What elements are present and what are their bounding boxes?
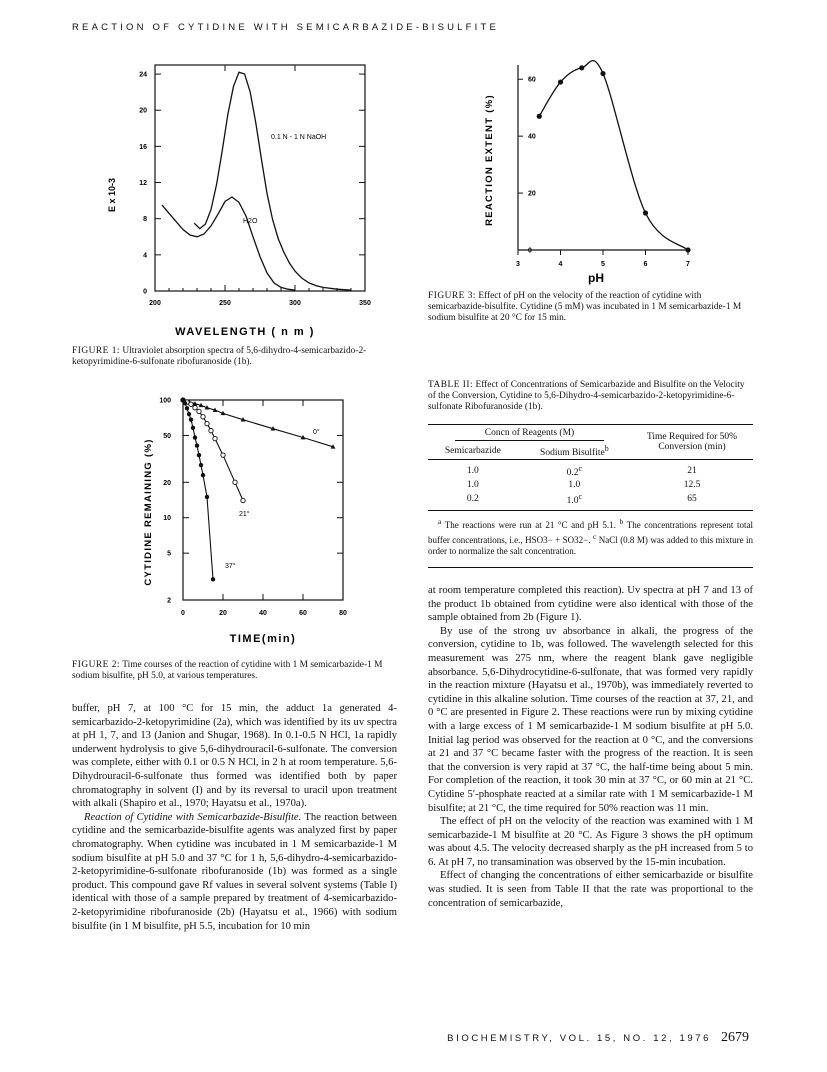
fig2-xtick-label: 60 xyxy=(299,610,307,617)
figure-2-chart xyxy=(135,392,365,650)
fig3-point xyxy=(600,71,605,76)
table-row: 0.2 1.0$^c$ 65 xyxy=(466,492,697,507)
fig2-point-21c xyxy=(233,480,237,484)
left-column-text xyxy=(72,702,397,933)
fig2-point-21c xyxy=(209,428,213,432)
fig2-ytick-label: 10 xyxy=(163,515,171,523)
journal-citation: BIOCHEMISTRY, VOL. 15, NO. 12, 1976 xyxy=(447,1033,711,1044)
fig2-caption-text: Time courses of the reaction of cytidine with 1 M semicarbazide-1 M sodium bisulfite, pH 5.0, at various temperatures. xyxy=(72,660,383,682)
fig2-point-37c xyxy=(185,406,189,410)
table-2-title xyxy=(428,380,753,414)
fig1-ytick-label: 0 xyxy=(143,288,147,296)
table-row: 1.0 1.0 12.5 xyxy=(466,480,701,491)
fig2-point-37c xyxy=(201,473,205,477)
table2-header-semicarbazide: Semicarbazide xyxy=(444,446,501,457)
section-heading: Reaction of Cytidine with Semicarbazide-Bisulfite. xyxy=(84,811,302,823)
fig2-ytick-label: 100 xyxy=(159,397,171,405)
fig2-xlabel: TIME(min) xyxy=(229,633,297,645)
fig2-xtick-label: 40 xyxy=(259,610,267,617)
page-number: 2679 xyxy=(721,1030,749,1045)
fig3-ytick-label: 60 xyxy=(528,76,536,84)
fig1-ytick-label: 16 xyxy=(139,143,147,151)
fig2-point-37c xyxy=(189,418,193,422)
fig3-xtick-label: 5 xyxy=(601,261,605,268)
fig3-xtick-label: 3 xyxy=(516,261,520,268)
right-paragraph-3: The effect of pH on the velocity of the reaction was examined with 1 M semicarbazide-1 M bisulfite at 20 °C. As Figure 3 shows the pH optimum was about 4.5. The velocity decreased sharply as the pH increased from 5 to 6. At pH 7, no transamination was observed by the 15-min incubation. xyxy=(428,816,753,868)
fig2-point-37c xyxy=(205,495,209,499)
fig2-point-37c xyxy=(187,412,191,416)
fig3-ytick-label: 40 xyxy=(528,133,536,141)
figure-3-caption xyxy=(428,291,753,325)
fig2-label-37: 37° xyxy=(225,563,236,570)
fig2-point-37c xyxy=(193,435,197,439)
fig2-point-37c xyxy=(197,453,201,457)
fig1-ytick-label: 4 xyxy=(143,252,147,260)
fig2-point-21c xyxy=(221,453,225,457)
fig2-point-21c xyxy=(213,436,217,440)
fig3-xtick-label: 6 xyxy=(643,261,648,268)
fig3-xlabel: pH xyxy=(588,271,604,285)
fig1-ytick-label: 12 xyxy=(139,180,147,188)
fig1-h2o-curve xyxy=(162,197,295,290)
fig3-xtick-label: 7 xyxy=(686,261,690,268)
fig2-ytick-label: 50 xyxy=(163,432,171,440)
fig2-point-21c xyxy=(189,402,193,406)
fig1-ytick-label: 8 xyxy=(143,216,147,224)
fig3-point xyxy=(643,210,648,215)
fig1-xtick-label: 300 xyxy=(289,300,301,307)
fig3-ytick-label: 0 xyxy=(528,247,532,255)
fig2-point-37c xyxy=(211,577,215,581)
fig3-curve xyxy=(539,61,688,250)
right-paragraph-2: By use of the strong uv absorbance in alkali, the progress of the conversion, cytidine to 1b, was followed. The wavelength selected for this measurement was 275 nm, where the reagent blank gave negligible absorbance. 5,6-Dihydrocytidine-6-sulfonate, that was formed very rapidly in the reaction mixture (Hayatsu et al., 1970b), was immediately reverted to cytidine in this alkaline solution. Time courses of the reaction at 37, 21, and 0 °C are presented in Figure 2. These reactions were run by mixing cytidine with a large excess of 1 M semicarbazide-1 M sodium bisulfite at pH 5.0. Initial lag period was observed for the reaction at 0 °C, and the conversions at 21 and 37 °C became faster with the progress of the reaction. It is seen that the conversion is very rapid at 37 °C, the half-time being about 5 min. For completion of the reaction, it took 30 min at 37 °C, or 60 min at 21 °C. Cytidine 5′-phosphate reacted at a similar rate with 1 M semicarbazide-1 M bisulfite; at 21 °C, the time required for 50% reaction was 11 min. xyxy=(428,625,753,814)
fig3-point xyxy=(558,79,563,84)
figure-2-caption xyxy=(72,660,397,682)
fig3-point xyxy=(537,114,542,119)
fig1-caption-text: Ultraviolet absorption spectra of 5,6-dihydro-4-semicarbazido-2-ketopyrimidine-6-sulfonate ribofuranoside (1b). xyxy=(72,346,367,368)
fig3-ytick-label: 20 xyxy=(528,190,536,198)
fig1-naoh-curve xyxy=(194,72,351,290)
figure-1-caption xyxy=(72,346,397,368)
fig1-ytick-label: 24 xyxy=(139,71,147,79)
fig1-ylabel: E x 10-3 xyxy=(107,177,117,213)
fig2-ylabel: CYTIDINE REMAINING (%) xyxy=(143,438,154,586)
table2-footnotes: $^a$ The reactions were run at 21 °C and pH 5.1. $^b$ The concentrations represent total buffer concentrations, i.e., HSO3− + SO32−. $^c$ NaCl (0.8 M) was added to this mixture in order to normalize the salt concentration. xyxy=(428,517,754,557)
fig1-xlabel: WAVELENGTH ( n m ) xyxy=(175,326,315,338)
fig1-ytick-label: 20 xyxy=(139,107,147,115)
fig2-point-37c xyxy=(195,443,199,447)
fig2-point-21c xyxy=(205,421,209,425)
fig2-series-line xyxy=(183,400,243,501)
table2-title-text: Effect of Concentrations of Semicarbazide and Bisulfite on the Velocity of the Conversion, Cytidine to 5,6-Dihydro-4-semicarbazido-2-ketopyrimidine-6-sulfonate Ribofuranoside (1b). xyxy=(428,380,745,413)
right-paragraph-4: Effect of changing the concentrations of either semicarbazide or bisulfite was studied. It is seen from Table II that the rate was proportional to the concentration of semicarbazide, xyxy=(428,870,753,909)
table-2 xyxy=(428,420,753,568)
fig2-xtick-label: 0 xyxy=(181,610,185,617)
fig2-label-21: 21° xyxy=(239,511,250,518)
right-paragraph-1: at room temperature completed this reaction). Uv spectra at pH 7 and 13 of the product 1b obtained from cytidine were also identical with those of the sample obtained from 2b (Figure 1). xyxy=(428,585,753,624)
table2-grid xyxy=(428,425,753,510)
fig2-point-37c xyxy=(191,426,195,430)
fig3-xtick-label: 4 xyxy=(558,261,563,268)
fig2-ytick-label: 2 xyxy=(167,597,171,605)
fig3-point xyxy=(685,247,690,252)
table2-title-label: TABLE II: xyxy=(428,380,474,390)
fig1-h2o-label: H2O xyxy=(243,218,258,225)
figure-3-chart xyxy=(478,60,698,286)
fig1-caption-label: FIGURE 1: xyxy=(72,346,120,356)
table2-header-bisulfite: Sodium Bisulfite$^b$ xyxy=(540,444,609,459)
fig2-xtick-label: 20 xyxy=(219,610,227,617)
table2-group-header: Concn of Reagents (M) xyxy=(455,428,604,441)
figure-1-chart xyxy=(95,55,395,345)
fig1-xtick-label: 200 xyxy=(149,300,161,307)
fig2-xtick-label: 80 xyxy=(339,610,347,617)
fig3-ylabel: REACTION EXTENT (%) xyxy=(484,94,495,226)
fig2-point-21c xyxy=(201,415,205,419)
table-row: 1.0 0.2$^c$ 21 xyxy=(466,464,697,479)
fig2-point-21c xyxy=(193,406,197,410)
fig2-ytick-label: 5 xyxy=(167,550,171,558)
fig2-point-37c xyxy=(199,463,203,467)
fig3-caption-text: Effect of pH on the velocity of the reaction of cytidine with semicarbazide-bisulfite. Cytidine (5 mM) was incubated in 1 M semicarbazide-1 M sodium bisulfite at 20 °C for 15 min. xyxy=(428,291,742,324)
running-header: REACTION OF CYTIDINE WITH SEMICARBAZIDE-BISULFITE xyxy=(72,22,500,33)
fig2-ytick-label: 20 xyxy=(163,479,171,487)
fig2-point-21c xyxy=(197,409,201,413)
right-column-text xyxy=(428,584,753,910)
fig2-caption-label: FIGURE 2: xyxy=(72,660,120,670)
fig1-xtick-label: 250 xyxy=(219,300,231,307)
fig3-caption-label: FIGURE 3: xyxy=(428,291,476,301)
fig3-point xyxy=(579,65,584,70)
table2-header-time: Time Required for 50% Conversion (min) xyxy=(646,432,738,453)
left-paragraph-2 xyxy=(72,811,397,933)
fig2-point-37c xyxy=(183,401,187,405)
fig1-naoh-label: 0.1 N - 1 N NaOH xyxy=(271,134,327,141)
page-footer xyxy=(447,1030,749,1046)
fig1-xtick-label: 350 xyxy=(359,300,371,307)
left-paragraph-2-text: The reaction between cytidine and the semicarbazide-bisulfite agents was analyzed first by paper chromatography. When cytidine was incubated in 1 M semicarbazide-1 M sodium bisulfite at pH 5.0 and 37 °C for 1 h, 5,6-dihydro-4-semicarbazido-2-ketopyrimidine-6-sulfonate ribofuranoside (1b) was formed as a single product. This compound gave Rf values in several solvent systems (Table I) identical with those of a sample prepared by treatment of 4-semicarbazido-2-ketopyrimidine ribofuranoside (2b) (Hayatsu et al., 1966) with sodium bisulfite (in 1 M bisulfite, pH 5.5, incubation for 10 min xyxy=(72,811,397,932)
fig2-label-0: 0° xyxy=(313,429,320,436)
left-paragraph-1: buffer, pH 7, at 100 °C for 15 min, the adduct 1a generated 4-semicarbazido-2-ketopyrimidine (2a), which was identified by its uv spectra at pH 1, 7, and 13 (Janion and Shugar, 1968). In 0.1-0.5 N HCl, 1a rapidly underwent hydrolysis to give 5,6-dihydrouracil-6-sulfonate. The conversion was complete, either with 0.1 or 0.5 N HCl, in 2 h at room temperature. 5,6-Dihydrouracil-6-sulfonate thus formed was identified both by paper chromatography in solvent (I) and by its reversal to uracil upon treatment with alkali (Shapiro et al., 1970; Hayatsu et al., 1970a). xyxy=(72,703,397,810)
fig2-point-21c xyxy=(241,498,245,502)
